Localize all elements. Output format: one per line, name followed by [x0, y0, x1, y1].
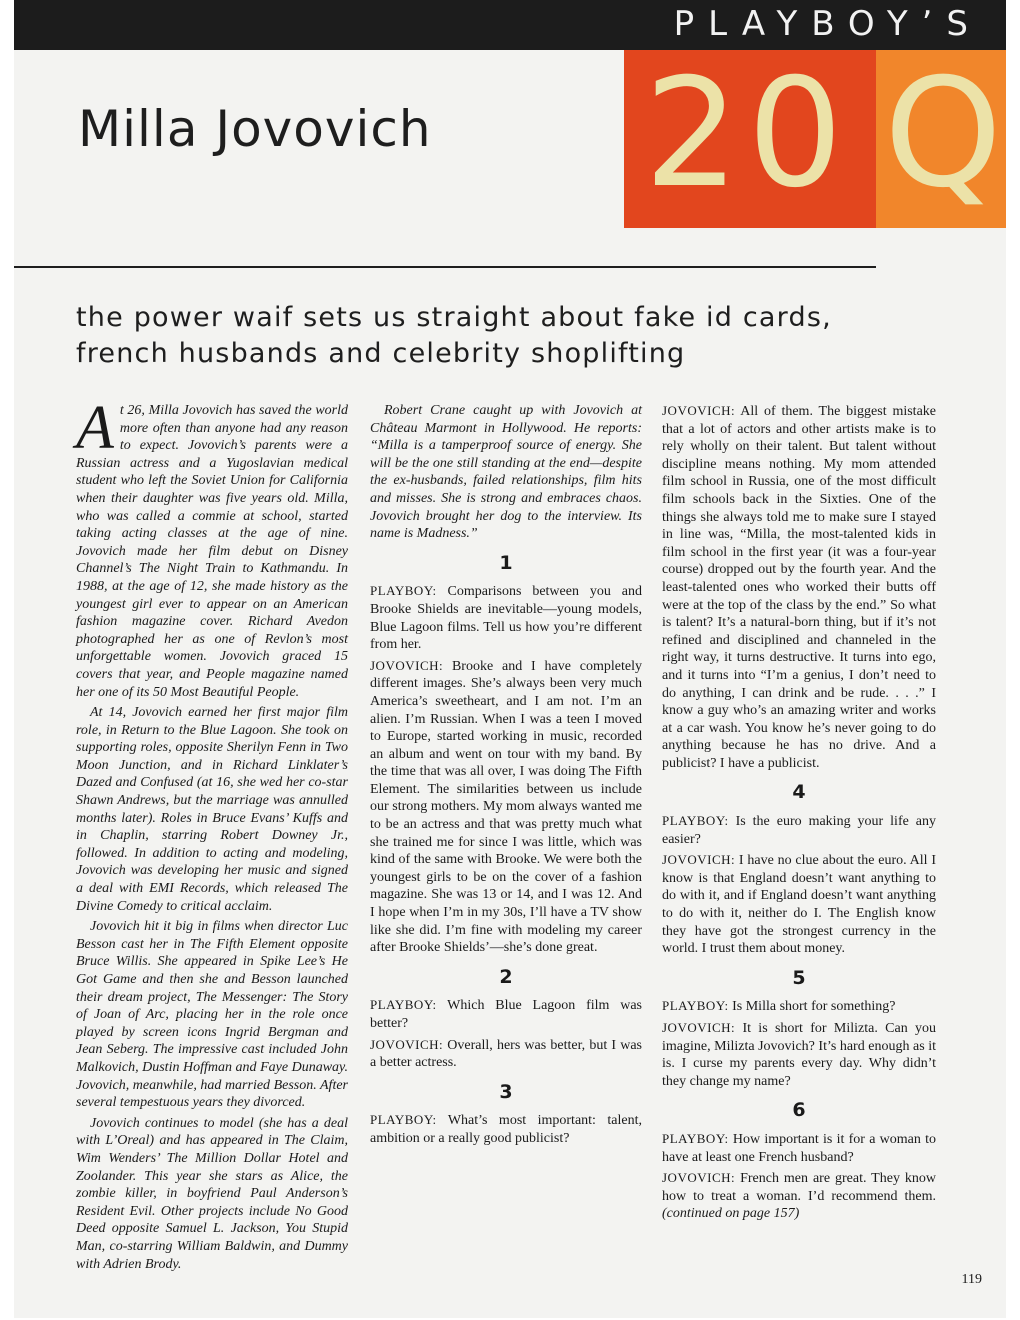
interviewer-label: PLAYBOY: [662, 998, 729, 1014]
subject-label: JOVOVICH: [370, 657, 444, 673]
qa-column-3 [662, 402, 936, 1226]
answer: JOVOVICH: Brooke and I have completely different images. She’s always been very much America’s sweetheart, and I am not. I’m an alien. I’m Russian. When I was a teen I moved to Europe, started working in music, recorded an album and went on tour with my band. By the time that was all over, I was doing The Fifth Element. The similarities between us include our strong mothers. My mom always wanted me to be an actress and that was pretty much what she trained me for since I was little, which was kind of the same with Brooke. We were both the youngest girls to be on the cover of a fashion magazine. She was 13 or 14, and I was 12. And I hope when I’m in my 30s, I’ll have a TV show like she did. I’m fine with modeling my career after Brooke Shields’—she’s done great. [370, 657, 643, 956]
intro-paragraph-5: Robert Crane caught up with Jovovich at Château Marmont in Hollywood. He reports: “Milla is a tamperproof source of energy. She will be the one still standing at the end—despite the ex-husbands, failed relationships, film hits and misses. She is strong and embraces chaos. Jovovich brought her dog to the interview. Its name is Madness.” [370, 403, 642, 542]
intro-paragraph-3: Jovovich hit it big in films when director Luc Besson cast her in The Fifth Element opposite Bruce Willis. She appeared in Spike Lee’s He Got Game and then she and Besson launched their dream project, The Messenger: The Story of Joan of Arc, placing her in the role once played by screen icons Ingrid Bergman and Jean Seberg. The impressive cast included John Malkovich, Dustin Hoffman and Faye Dunaway. Jovovich, meanwhile, had married Besson. After several tempestuous years they divorced. [76, 919, 348, 1111]
subject-label: JOVOVICH: [662, 403, 736, 418]
interviewer-label: PLAYBOY: [662, 813, 729, 829]
interviewer-label: PLAYBOY: [370, 583, 437, 599]
brand-title: PLAYBOY’S [673, 4, 982, 44]
subject-label: JOVOVICH: [662, 852, 736, 868]
continued-note: (continued on page 157) [662, 1206, 800, 1222]
question-number: 1 [499, 551, 513, 574]
question-number: 3 [499, 1080, 513, 1103]
drop-cap: A [76, 394, 114, 462]
question: PLAYBOY: How important is it for a woman to have at least one French husband? [662, 1130, 936, 1165]
subtitle-line-1: the power waif sets us straight about fake id cards, [76, 302, 832, 333]
number-20: 20 [644, 47, 851, 221]
question: PLAYBOY: Is the euro making your life any easier? [662, 813, 936, 847]
interviewer-label: PLAYBOY: [370, 997, 437, 1013]
magazine-page [14, 0, 1006, 1318]
question: PLAYBOY: Is Milla short for something? [662, 998, 896, 1015]
interviewer-label: PLAYBOY: [662, 1130, 729, 1146]
intro-paragraph-2: At 14, Jovovich earned her first major film role, in Return to the Blue Lagoon. She took on supporting roles, opposite Sherilyn Fenn in Two Moon Junction, and in Richard Linklater’s Dazed and Confused (at 16, she wed her co-star Shawn Andrews, but the marriage was annulled months later). Roles in Bruce Evans’ Kuffs and in Chaplin, starring Robert Downey Jr., followed. In addition to acting and modeling, Jovovich was developing her music and signed a deal with EMI Records, which released The Divine Comedy to critical acclaim. [76, 705, 348, 914]
subtitle [76, 300, 832, 372]
question: PLAYBOY: What’s most important: talent, ambition or a really good publicist? [370, 1112, 642, 1146]
intro-column [76, 394, 348, 1276]
intro-paragraph-4: Jovovich continues to model (she has a deal with L’Oreal) and has appeared in The Claim, Wim Wenders’ The Million Dollar Hotel and Zoolander. This year she stars as Alice, the zombie killer, in boyfriend Paul Anderson’s Resident Evil. Other projects include No Good Deed opposite Samuel L. Jackson, You Stupid Man, co-starring William Baldwin, and Dummy with Adrien Brody. [76, 1115, 348, 1272]
subject-label: JOVOVICH: [662, 1170, 736, 1186]
divider [14, 266, 876, 268]
subject-label: JOVOVICH: [662, 1020, 736, 1035]
question-number: 2 [499, 965, 513, 988]
subject-label: JOVOVICH: [370, 1036, 444, 1052]
question: PLAYBOY: Comparisons between you and Brooke Shields are inevitable—young models, Blue Lagoon films. Tell us how you’re different from her. [370, 583, 642, 653]
page-title: Milla Jovovich [78, 100, 432, 158]
answer: JOVOVICH: It is short for Milizta. Can you imagine, Milizta Jovovich? It’s hard enough as it is. I curse my parents every day. Why didn’t they change my name? [662, 1020, 936, 1089]
answer: JOVOVICH: French men are great. They know how to treat a woman. I’d recommend them. (continued on page 157) [662, 1170, 937, 1222]
question-number: 6 [792, 1099, 806, 1122]
question-number: 4 [792, 781, 806, 804]
question: PLAYBOY: Which Blue Lagoon film was better? [370, 997, 642, 1031]
page-number: 119 [961, 1272, 982, 1287]
intro-paragraph-1: At 26, Milla Jovovich has saved the world more often than anyone had any reason to expect. Jovovich’s parents were a Russian actress and a Yugoslavian medical student who left the Soviet Union for California when their daughter was five years old. Milla, who was called a commie at school, started taking acting classes at the age of nine. Jovovich made her film debut on Disney Channel’s The Night Train to Kathmandu. In 1988, at the age of 12, she made history as the youngest girl ever to appear on an American fashion magazine cover. Richard Avedon photographed her as one of Revlon’s most unforgettable women. Jovovich graced 15 covers that year, and People magazine named her one of its 50 Most Beautiful People. [76, 394, 348, 700]
answer: JOVOVICH: Overall, hers was better, but I was a better actress. [370, 1036, 642, 1071]
question-number: 5 [792, 966, 806, 989]
answer: JOVOVICH: I have no clue about the euro. All I know is that England doesn’t want anything to do with it, and if England doesn’t want anything to do with it, neither do I. The English know they have got the strongest currency in the world. I trust them about money. [662, 852, 936, 957]
header-bar [14, 0, 1006, 50]
interviewer-label: PLAYBOY: [370, 1112, 437, 1128]
letter-q: Q [884, 47, 1003, 221]
qa-column-2 [370, 402, 642, 1151]
answer: JOVOVICH: All of them. The biggest mistake that a lot of actors and other artists make is to rely wholly on their talent. But talent without discipline means nothing. My mom attended film school in Russia, one of the most difficult film schools back in the Sixties. One of the things she always told me to make sure I stayed in line was, “Milla, the most-talented kids in film school in the first year (it was a four-year course) dropped out by the fourth year. And the least-talented ones who worked their butts off were at the top of the class by the end.” So what is talent? It’s a natural-born thing, but if it’s not refined and disciplined and channeled in the right way, it turns destructive. It turns into ego, and it turns into “I’m a genius, I don’t need to do anything, I can drink and be rude. . . .” I know a guy who’s an amazing writer and works at a car wash. You know he’s never going to do anything because he has no drive. And a publicist? I have a publicist. [662, 403, 936, 771]
subtitle-line-2: french husbands and celebrity shoplifting [76, 338, 686, 369]
